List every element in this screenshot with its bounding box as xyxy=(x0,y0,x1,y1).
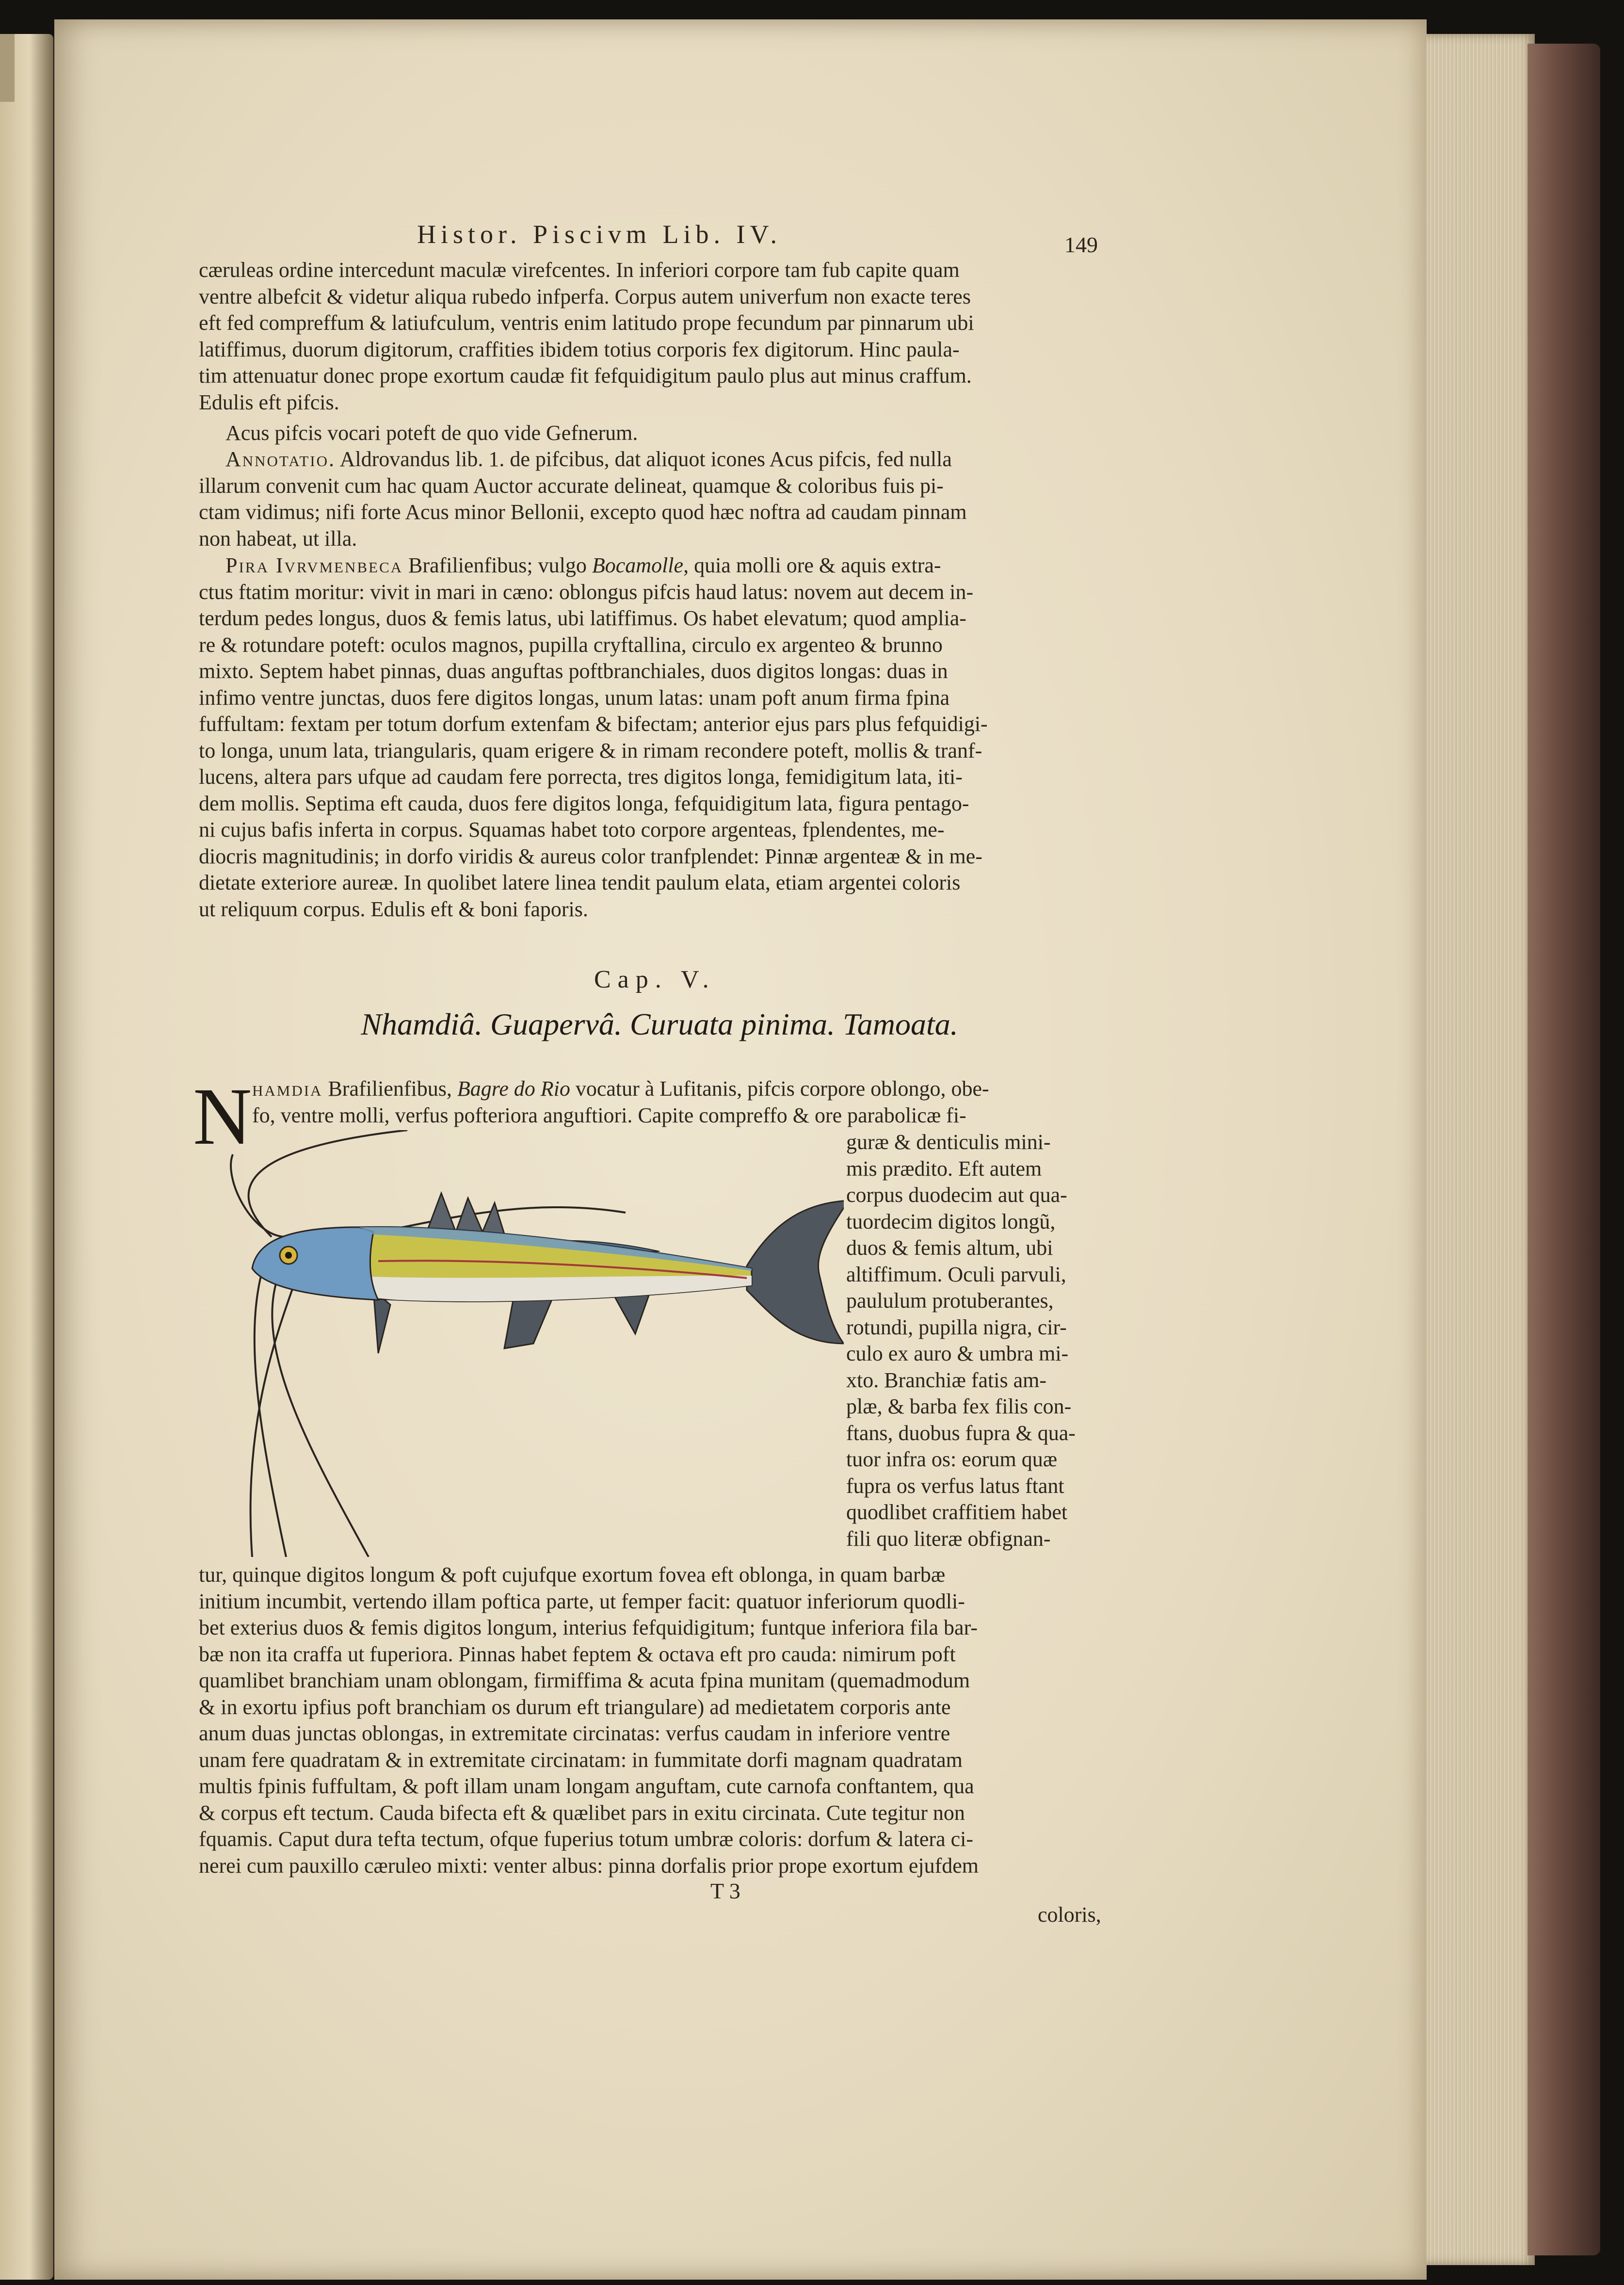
nhamdia-first-a: Brafilienfibus, xyxy=(322,1077,457,1101)
annotatio-label: Annotatio. xyxy=(225,447,336,471)
side-column-line: tuor infra os: eorum quæ xyxy=(846,1447,1058,1471)
page-number: 149 xyxy=(1064,232,1098,257)
pira-paragraph xyxy=(199,552,1110,923)
paragraph-line: multis fpinis fuffultam, & poft illam unam longam anguftam, cute carnofa conftantem, qua xyxy=(199,1774,974,1798)
nhamdia-first-b: vocatur à Lufitanis, pifcis corpore oblongo, obe- xyxy=(570,1077,989,1101)
paragraph-line: to longa, unum lata, triangularis, quam erigere & in rimam recondere poteft, mollis & tranf- xyxy=(199,738,982,762)
book-cover-board xyxy=(1528,44,1600,2255)
paragraph-line: infimo ventre junctas, duos fere digitos longas, unum latas: unam poft anum firma fpina xyxy=(199,685,950,710)
paragraph-line: bet exterius duos & femis digitos longum, interius fefquidigitum; funtque inferiora fila bar- xyxy=(199,1616,978,1639)
signature-mark: T 3 xyxy=(710,1879,740,1903)
paragraph-line: cæruleas ordine intercedunt maculæ virefcentes. In inferiori corpore tam fub capite quam xyxy=(199,258,960,282)
nhamdia-label: hamdia xyxy=(252,1077,323,1101)
side-column-line: xto. Branchiæ fatis am- xyxy=(846,1368,1047,1392)
side-column-line: mis prædito. Eft autem xyxy=(846,1156,1042,1181)
side-column xyxy=(846,1129,1110,1552)
paragraph-line: initium incumbit, vertendo illam poftica parte, ut femper facit: quatuor inferiorum quodli- xyxy=(199,1589,965,1613)
paragraph-line: Edulis eft pifcis. xyxy=(199,390,339,414)
side-column-line: fili quo literæ obfignan- xyxy=(846,1526,1051,1551)
annotatio-line: ctam vidimus; nifi forte Acus minor Bellonii, excepto quod hæc noftra ad caudam pinnam xyxy=(199,500,967,524)
side-column-line: paululum protuberantes, xyxy=(846,1289,1054,1313)
catfish-illustration xyxy=(213,1130,844,1557)
tail-fin xyxy=(747,1200,844,1344)
side-column-line: corpus duodecim aut qua- xyxy=(846,1183,1067,1207)
pira-vulgar-name: Bocamolle xyxy=(592,553,684,577)
side-column-line: altiffimum. Oculi parvuli, xyxy=(846,1262,1066,1286)
pira-lines xyxy=(199,579,1110,923)
paragraph-line: tim attenuatur donec prope exortum caudæ fit fefquidigitum paulo plus aut minus craffum. xyxy=(199,364,972,388)
paragraph-line: dietate exteriore aureæ. In quolibet latere linea tendit paulum elata, etiam argentei coloris xyxy=(199,871,961,894)
left-page-corner xyxy=(0,34,15,102)
pira-label: Pira Ivrvmenbeca xyxy=(225,553,403,577)
annotatio-line: non habeat, ut illa. xyxy=(199,526,357,551)
fish-pupil xyxy=(285,1252,292,1259)
acus-line xyxy=(199,420,1110,447)
side-column-line: quodlibet craffitiem habet xyxy=(846,1500,1068,1524)
paragraph-line: unam fere quadratam & in extremitate circinatam: in fummitate dorfi magnam quadratam xyxy=(199,1748,963,1772)
side-column-line: culo ex auro & umbra mi- xyxy=(846,1342,1069,1365)
drop-cap: N xyxy=(193,1071,252,1162)
paragraph-line: terdum pedes longus, duos & femis latus, ubi latiffimus. Os habet elevatum; quod amplia- xyxy=(199,606,966,630)
side-column-line: plæ, & barba fex filis con- xyxy=(846,1394,1072,1418)
paragraph-line: & corpus eft tectum. Cauda bifecta eft & quælibet pars in exitu circinata. Cute tegitur non xyxy=(199,1800,965,1825)
nhamdia-paragraph-continued xyxy=(199,1562,1110,1879)
nhamdia-portuguese-name: Bagre do Rio xyxy=(457,1077,570,1101)
paragraph-line: lucens, altera pars ufque ad caudam fere porrecta, tres digitos longa, femidigitum lata, iti- xyxy=(199,765,963,789)
nhamdia-second-line: fo, ventre molli, verfus pofteriora anguftiori. Capite compreffo & ore parabolicæ fi- xyxy=(252,1103,966,1127)
paragraph-line: latiffimus, duorum digitorum, craffities ibidem totius corporis fex digitorum. Hinc paula- xyxy=(199,337,960,361)
paragraph-line: & in exortu ipfius poft branchiam os durum eft triangulare) ad medietatem corporis ante xyxy=(199,1695,951,1719)
page-stack-edge xyxy=(1409,34,1535,2265)
side-column-line: ftans, duobus fupra & qua- xyxy=(846,1421,1076,1445)
paragraph-line: diocris magnitudinis; in dorfo viridis & aureus color tranfplendet: Pinnæ argenteæ & in me- xyxy=(199,844,982,868)
ventral-fin xyxy=(504,1295,553,1348)
side-column-line: tuordecim digitos longũ, xyxy=(846,1209,1056,1233)
side-column-line: fupra os verfus latus ftant xyxy=(846,1474,1064,1498)
paragraph-line: anum duas junctas oblongas, in extremitate circinatas: verfus caudam in inferiore ventre xyxy=(199,1721,950,1745)
annotatio-line-1: Aldrovandus lib. 1. de pifcibus, dat aliquot icones Acus pifcis, fed nulla xyxy=(339,447,952,471)
side-column-line: duos & femis altum, ubi xyxy=(846,1236,1053,1260)
pira-first-b: , quia molli ore & aquis extra- xyxy=(683,553,941,577)
paragraph-line: re & rotundare poteft: oculos magnos, pupilla cryftallina, circulo ex argenteo & brunno xyxy=(199,632,943,657)
chapter-title: Nhamdiâ. Guapervâ. Curuata pinima. Tamoata. xyxy=(361,1007,958,1041)
annotatio-line: illarum convenit cum hac quam Auctor accurate delineat, quamque & coloribus fuis pi- xyxy=(199,473,944,498)
side-column-line: rotundi, pupilla nigra, cir- xyxy=(846,1315,1067,1339)
paragraph-line: ni cujus bafis inferta in corpus. Squamas habet toto corpore argenteas, fplendentes, me- xyxy=(199,818,945,842)
paragraph-line: ventre albefcit & videtur aliqua rubedo infperfa. Corpus autem univerfum non exacte teres xyxy=(199,284,971,308)
side-column-line: guræ & denticulis mini- xyxy=(846,1130,1051,1154)
pira-first-line xyxy=(199,552,1110,579)
paragraph-line: ctus ftatim moritur: vivit in mari in cæno: oblongus pifcis haud latus: novem aut decem in- xyxy=(199,580,974,604)
annotatio-first-line xyxy=(199,446,1110,473)
paragraph-line: ut reliquum corpus. Edulis eft & boni faporis. xyxy=(199,897,588,921)
paragraph-line: quamlibet branchiam unam oblongam, firmiffima & acuta fpina munitam (quemadmodum xyxy=(199,1669,970,1692)
catchword: coloris, xyxy=(1038,1903,1101,1927)
annotatio-paragraph xyxy=(199,446,1110,552)
left-page-edge xyxy=(0,34,53,2280)
top-paragraph xyxy=(199,257,1110,416)
paragraph-line: bæ non ita craffa ut fuperiora. Pinnas habet feptem & octava eft pro cauda: nimirum poft xyxy=(199,1642,956,1666)
paragraph-line: dem mollis. Septima eft cauda, duos fere digitos longa, fefquidigitum lata, figura pentago- xyxy=(199,791,969,815)
nhamdia-first-line xyxy=(252,1076,1110,1102)
fish-head xyxy=(252,1227,378,1300)
acus-text: Acus pifcis vocari poteft de quo vide Gefnerum. xyxy=(225,421,638,445)
paragraph-line: fquamis. Caput dura tefta tectum, ofque fuperius totum umbræ coloris: dorfum & latera ci- xyxy=(199,1827,974,1851)
paragraph-line: eft fed compreffum & latiufculum, ventris enim latitudo prope fecundum par pinnarum ubi xyxy=(199,311,974,335)
running-head: Histor. Piscivm Lib. IV. xyxy=(417,220,782,249)
paragraph-line: mixto. Septem habet pinnas, duas anguftas poftbranchiales, duos digitos longas: duas in xyxy=(199,659,948,683)
paragraph-line: tur, quinque digitos longum & poft cujufque exortum fovea eft oblonga, in quam barbæ xyxy=(199,1563,946,1587)
fish-belly xyxy=(339,1276,752,1301)
barbels xyxy=(231,1130,626,1557)
pira-first-a: Brafilienfibus; vulgo xyxy=(408,553,592,577)
chapter-label: Cap. V. xyxy=(594,966,716,993)
paragraph-line: fuffultam: fextam per totum dorfum extenfam & bifectam; anterior ejus pars plus fefquidigi- xyxy=(199,712,988,736)
nhamdia-opening xyxy=(252,1076,1110,1129)
paragraph-line: nerei cum pauxillo cæruleo mixti: venter albus: pinna dorfalis prior prope exortum ejufdem xyxy=(199,1853,979,1878)
